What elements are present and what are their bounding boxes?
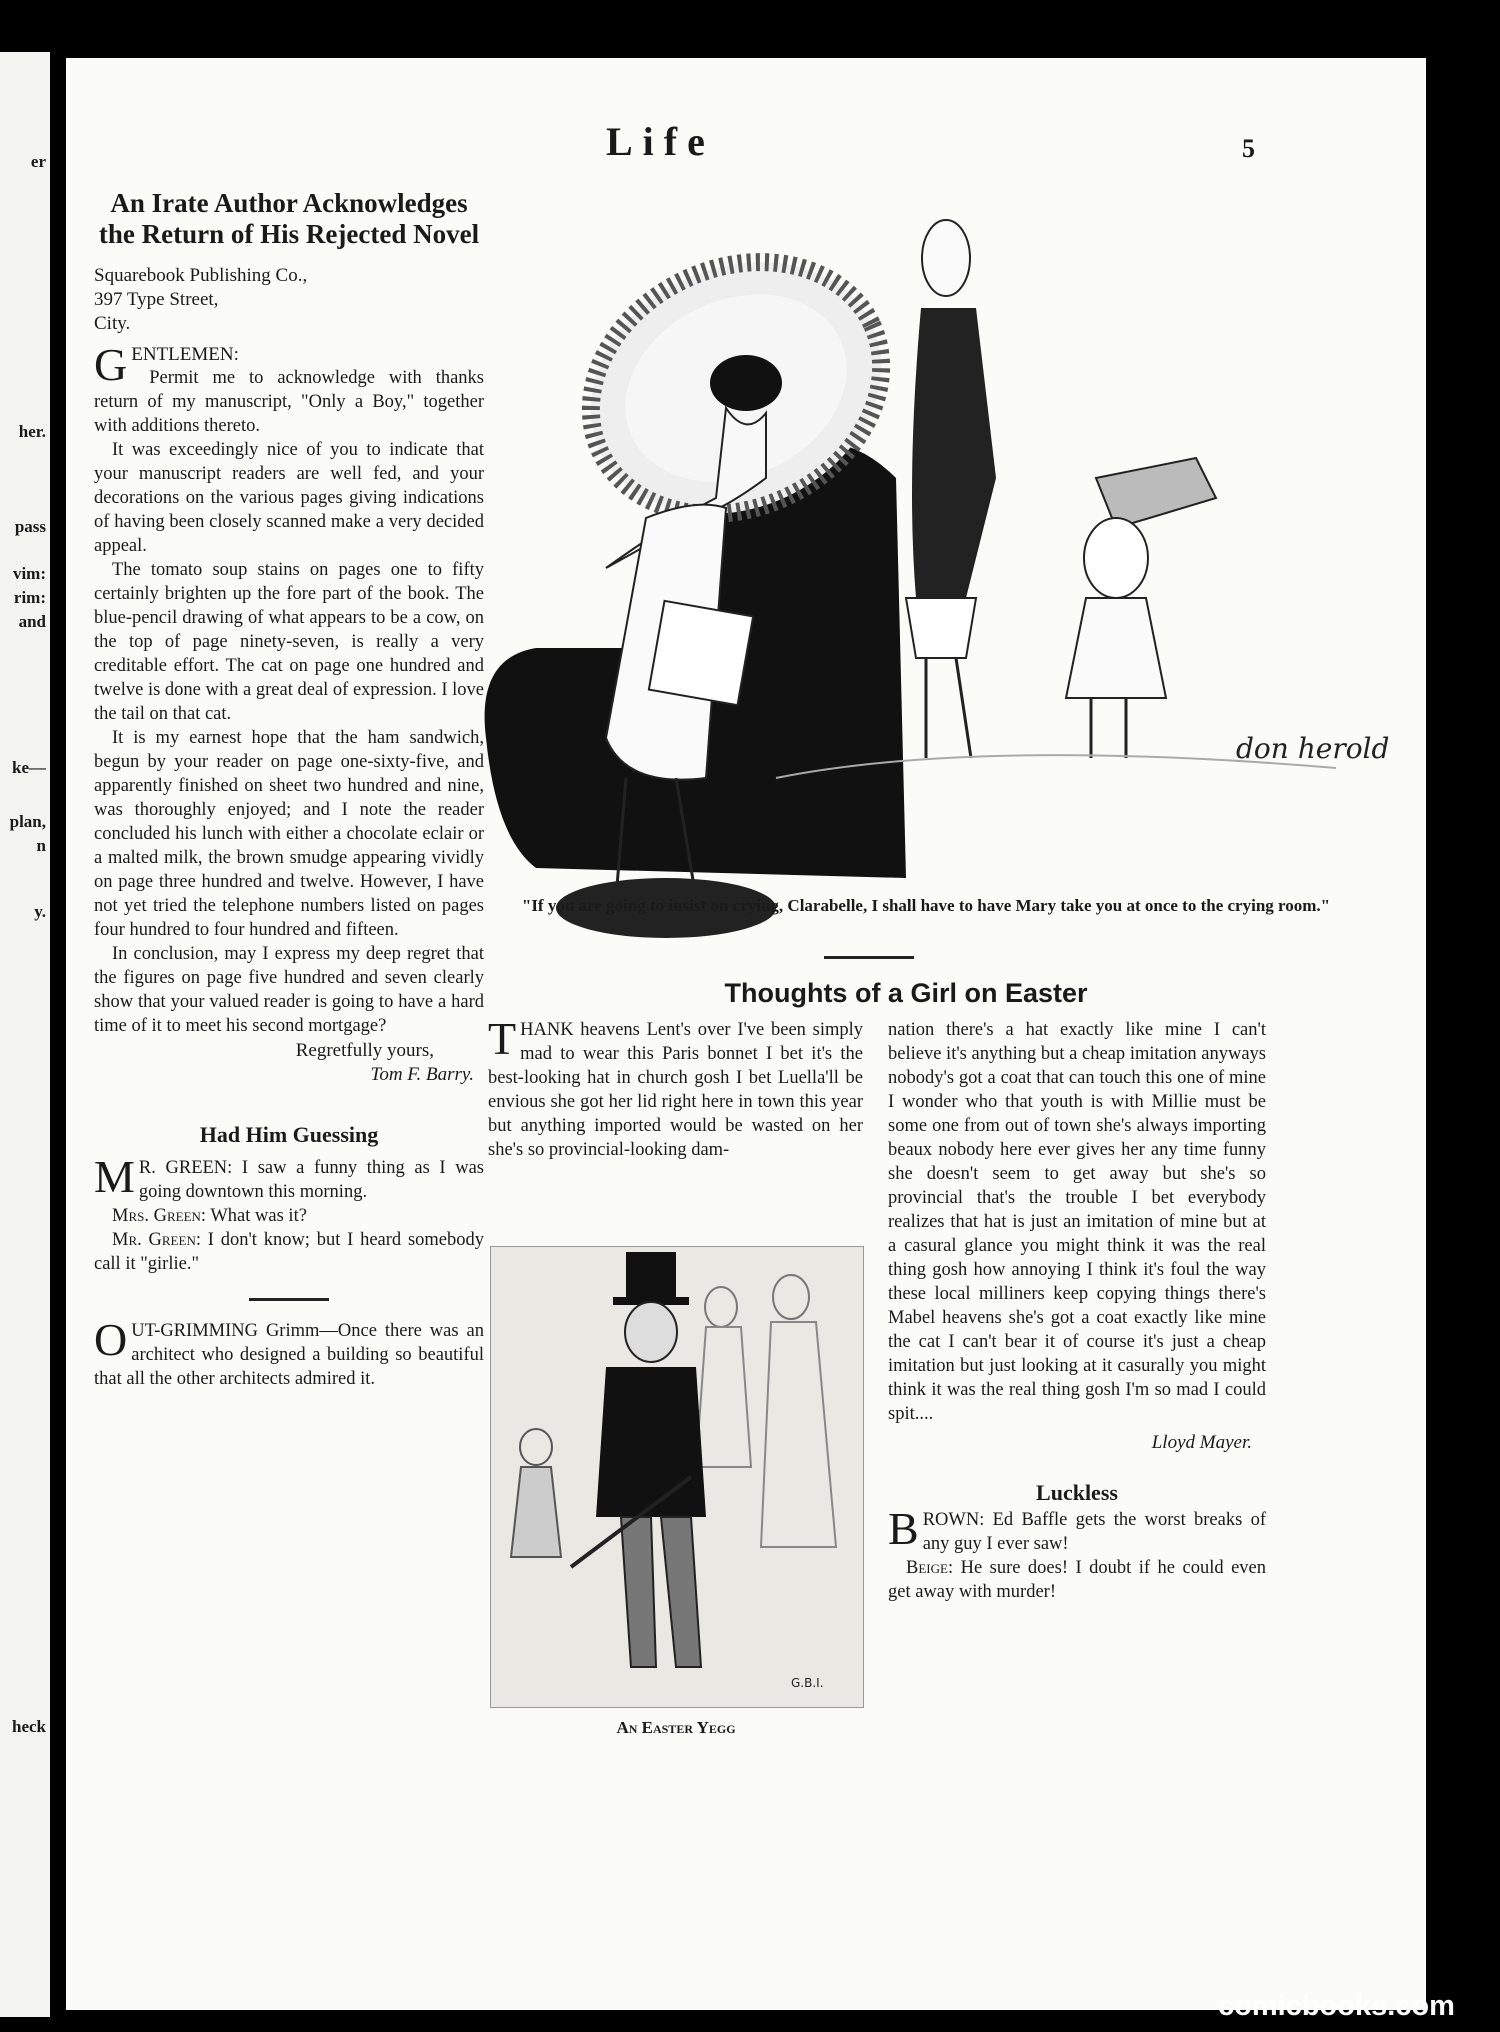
drop-cap: M xyxy=(94,1151,135,1202)
man-head xyxy=(625,1302,677,1362)
article-title: Thoughts of a Girl on Easter xyxy=(724,978,1088,1008)
drop-cap: O xyxy=(94,1314,128,1365)
page-number: 5 xyxy=(1242,134,1255,163)
speaker: Mrs. Green: xyxy=(112,1206,207,1226)
joke-body xyxy=(888,1503,1266,1604)
paragraph: In conclusion, may I express my deep regret that the figures on page five hundred and seven clearly show that your valued reader is going to have a hard time of it to meet his second mortgage? xyxy=(94,944,484,1036)
maid-dress xyxy=(912,308,996,598)
article-body xyxy=(488,1013,863,1162)
masthead: Life xyxy=(606,119,715,164)
author-byline: Lloyd Mayer. xyxy=(1151,1432,1252,1453)
salutation: GENTLEMEN: xyxy=(94,339,239,390)
paragraph: The tomato soup stains on pages one to fifty certainly brighten up the fore part of the book. The blue-pencil drawing of what appears to be a cow, on the top of page ninety-seven, is really a very creditable effort. The cat on page one hundred and twelve is done with a great deal of expression. I love the tail on that cat. xyxy=(94,560,484,724)
tailcoat xyxy=(596,1367,706,1517)
drop-cap: T xyxy=(488,1013,517,1064)
prev-page-fragment: ke— xyxy=(12,758,46,777)
sketch-caption: An Easter Yegg xyxy=(616,1718,736,1737)
paragraph: BROWN: Ed Baffle gets the worst breaks of any guy I ever saw! xyxy=(888,1503,1266,1554)
artist-signature: don herold xyxy=(1236,732,1390,765)
paragraph: THANK heavens Lent's over I've been simply mad to wear this Paris bonnet I bet it's the best-looking hat in church gosh I bet Luella'll be envious she got her lid right here in town this year but anything imported would be wasted on her she's so provincial-looking dam- xyxy=(488,1013,863,1160)
paragraph: It was exceedingly nice of you to indicate that your manuscript readers are well fed, and your decorations on the various pages giving indications of having been closely scanned make a very decided appeal. xyxy=(94,440,484,556)
maid-head xyxy=(922,220,970,296)
address-block xyxy=(94,264,484,336)
magazine-page xyxy=(66,58,1426,2010)
paragraph: It is my earnest hope that the ham sandwich, begun by your reader on page one-sixty-five, and apparently finished on sheet two hundred and nine, was thoroughly enjoyed; and I note the reader concluded his lunch with either a chocolate eclair or a malted milk, the brown smudge appearing vividly on page three hundred and twelve. However, I have not yet tried the telephone numbers listed on pages four hundred to four hundred and fifteen. xyxy=(94,728,484,940)
article-title: Had Him Guessing xyxy=(199,1122,379,1147)
signature: Tom F. Barry. xyxy=(370,1064,474,1085)
easter-sketch-illustration xyxy=(490,1246,864,1708)
paragraph: Permit me to acknowledge with thanks return of my manuscript, "Only a Boy," together with additions thereto. xyxy=(94,368,484,436)
article-title: An Irate Author Acknowledges the Return of His Rejected Novel xyxy=(98,188,480,249)
article-body xyxy=(888,1018,1266,1426)
prev-page-fragment: er xyxy=(30,152,46,171)
prev-page-fragment: n xyxy=(36,836,46,855)
artist-initials: G.B.I. xyxy=(791,1676,824,1690)
prev-page-fragment: vim: xyxy=(12,564,46,583)
top-hat xyxy=(626,1252,676,1302)
drop-cap: B xyxy=(888,1503,919,1554)
address-line: City. xyxy=(94,313,131,334)
address-line: 397 Type Street, xyxy=(94,289,219,310)
watermark: comicbooks.com xyxy=(1218,1990,1455,2022)
joke-body xyxy=(94,1314,484,1391)
prev-page-fragment: y. xyxy=(34,902,46,921)
paragraph: OUT-GRIMMING Grimm—Once there was an architect who designed a building so beautiful that all the other architects admired it. xyxy=(94,1314,484,1389)
prev-page-fragment: pass xyxy=(14,517,46,536)
maid-apron xyxy=(906,598,976,658)
paragraph: Beige: He sure does! I doubt if he could even get away with murder! xyxy=(888,1558,1266,1602)
handkerchief xyxy=(649,601,753,705)
speaker: Mr. Green: xyxy=(112,1230,201,1250)
child-head xyxy=(1084,518,1148,598)
maid-legs xyxy=(926,658,971,758)
paragraph: Mrs. Green: What was it? xyxy=(112,1206,307,1226)
girl-hair xyxy=(710,355,782,411)
cartoon-illustration xyxy=(476,178,1390,868)
prev-page-fragment: and xyxy=(18,612,46,631)
prev-page-fragment: plan, xyxy=(9,812,46,831)
child-dress xyxy=(1066,598,1166,698)
article-title: Luckless xyxy=(1036,1480,1118,1505)
address-line: Squarebook Publishing Co., xyxy=(94,265,308,286)
previous-page-edge xyxy=(0,52,50,2017)
prev-page-fragment: rim: xyxy=(13,588,46,607)
divider xyxy=(249,1298,329,1301)
joke-body xyxy=(94,1151,484,1276)
drop-cap: G xyxy=(94,339,128,390)
divider xyxy=(824,956,914,959)
letter-body xyxy=(94,339,484,1038)
paragraph: M R. GREEN: I saw a funny thing as I was going downtown this morning. xyxy=(94,1151,484,1202)
paragraph: Mr. Green: I don't know; but I heard somebody call it "girlie." xyxy=(94,1230,484,1274)
speaker: Beige: xyxy=(906,1558,954,1578)
paragraph: nation there's a hat exactly like mine I can't believe it's anything but a cheap imitation anyways nobody's got a coat that can touch this one of mine I wonder who that youth is with Millie must be some one from out of town she's always importing beaux nobody here ever gives her any time funny she doesn't seem to get away but she's so provincial that's the trouble I bet everybody realizes that hat is just an imitation of mine but at a casural glance you might think it was the real thing gosh how annoying I think it's foul the way these local milliners keep copying things there's Mabel heavens she's got a coat exactly like mine the cat I can't bear it of course it's just a cheap imitation but just looking at it casurally you might think it was the real thing gosh I'm so mad I could spit.... xyxy=(888,1020,1266,1424)
cartoon-caption: "If you are going to insist on crying, Clarabelle, I shall have to have Mary take you at once to the crying room." xyxy=(521,896,1331,915)
left-column xyxy=(94,188,484,1391)
prev-page-fragment: heck xyxy=(12,1717,46,1736)
closing: Regretfully yours, xyxy=(295,1040,434,1061)
child-legs xyxy=(1091,698,1126,758)
right-column xyxy=(888,1018,1266,1604)
middle-column xyxy=(488,1013,863,1162)
prev-page-fragment: her. xyxy=(18,422,46,441)
